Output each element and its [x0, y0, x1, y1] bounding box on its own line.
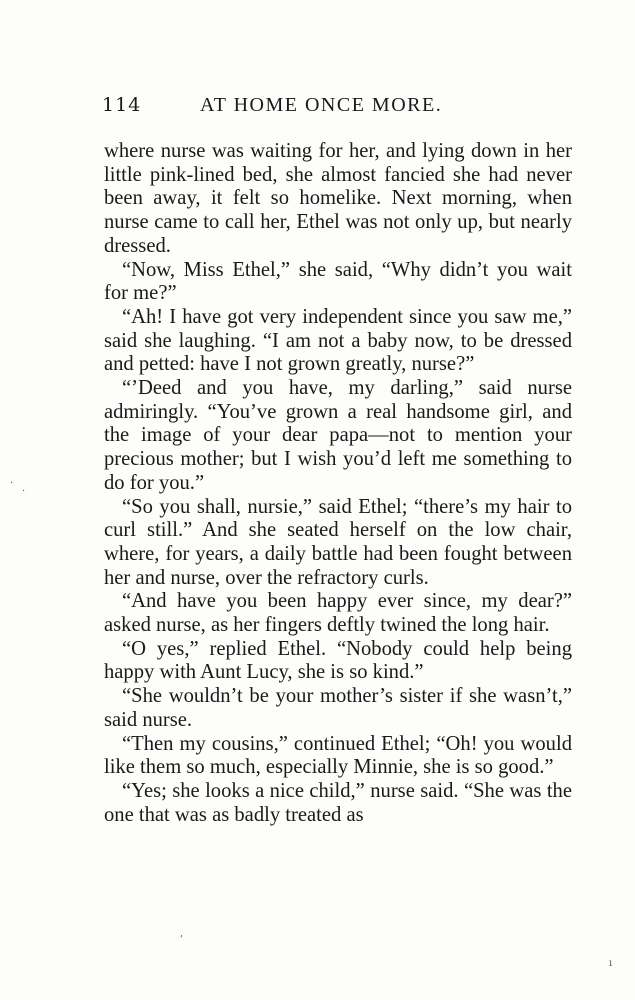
- running-head: [102, 94, 572, 124]
- paragraph: where nurse was waiting for her, and lying down in her little pink-lined bed, she almost fancied she had never been away, it felt so homelike. Next morning, when nurse came to call her, Ethel was not only up, but nearly dressed.: [104, 140, 572, 257]
- paragraph: “O yes,” replied Ethel. “Nobody could help being happy with Aunt Lucy, she is so kind.”: [104, 637, 572, 684]
- margin-speck: ,: [180, 928, 184, 939]
- margin-speck: ·: [22, 486, 26, 497]
- page-number: 114: [102, 94, 142, 116]
- paragraph: “Now, Miss Ethel,” she said, “Why didn’t you wait for me?”: [104, 258, 572, 305]
- margin-speck: ı: [609, 958, 613, 969]
- running-title: AT HOME ONCE MORE.: [200, 94, 443, 116]
- margin-speck: ·: [10, 478, 14, 489]
- paragraph: “’Deed and you have, my darling,” said nurse admiringly. “You’ve grown a real handsome girl, and the image of your dear papa—not to mention your precious mother; but I wish you’d left me something to do for you.”: [104, 377, 572, 494]
- paragraph: “And have you been happy ever since, my dear?” asked nurse, as her fingers deftly twined the long hair.: [104, 590, 572, 637]
- paragraph: “Ah! I have got very independent since you saw me,” said she laughing. “I am not a baby now, to be dressed and petted: have I not grown greatly, nurse?”: [104, 305, 572, 376]
- body-text: [104, 140, 572, 827]
- paragraph: “So you shall, nursie,” said Ethel; “there’s my hair to curl still.” And she seated herself on the low chair, where, for years, a daily battle had been fought between her and nurse, over the refractory curls.: [104, 495, 572, 589]
- paragraph: “She wouldn’t be your mother’s sister if she wasn’t,” said nurse.: [104, 685, 572, 731]
- paragraph: “Yes; she looks a nice child,” nurse said. “She was the one that was as badly treated as: [104, 779, 572, 826]
- paragraph: “Then my cousins,” continued Ethel; “Oh! you would like them so much, especially Minnie, she is so good.”: [104, 732, 572, 779]
